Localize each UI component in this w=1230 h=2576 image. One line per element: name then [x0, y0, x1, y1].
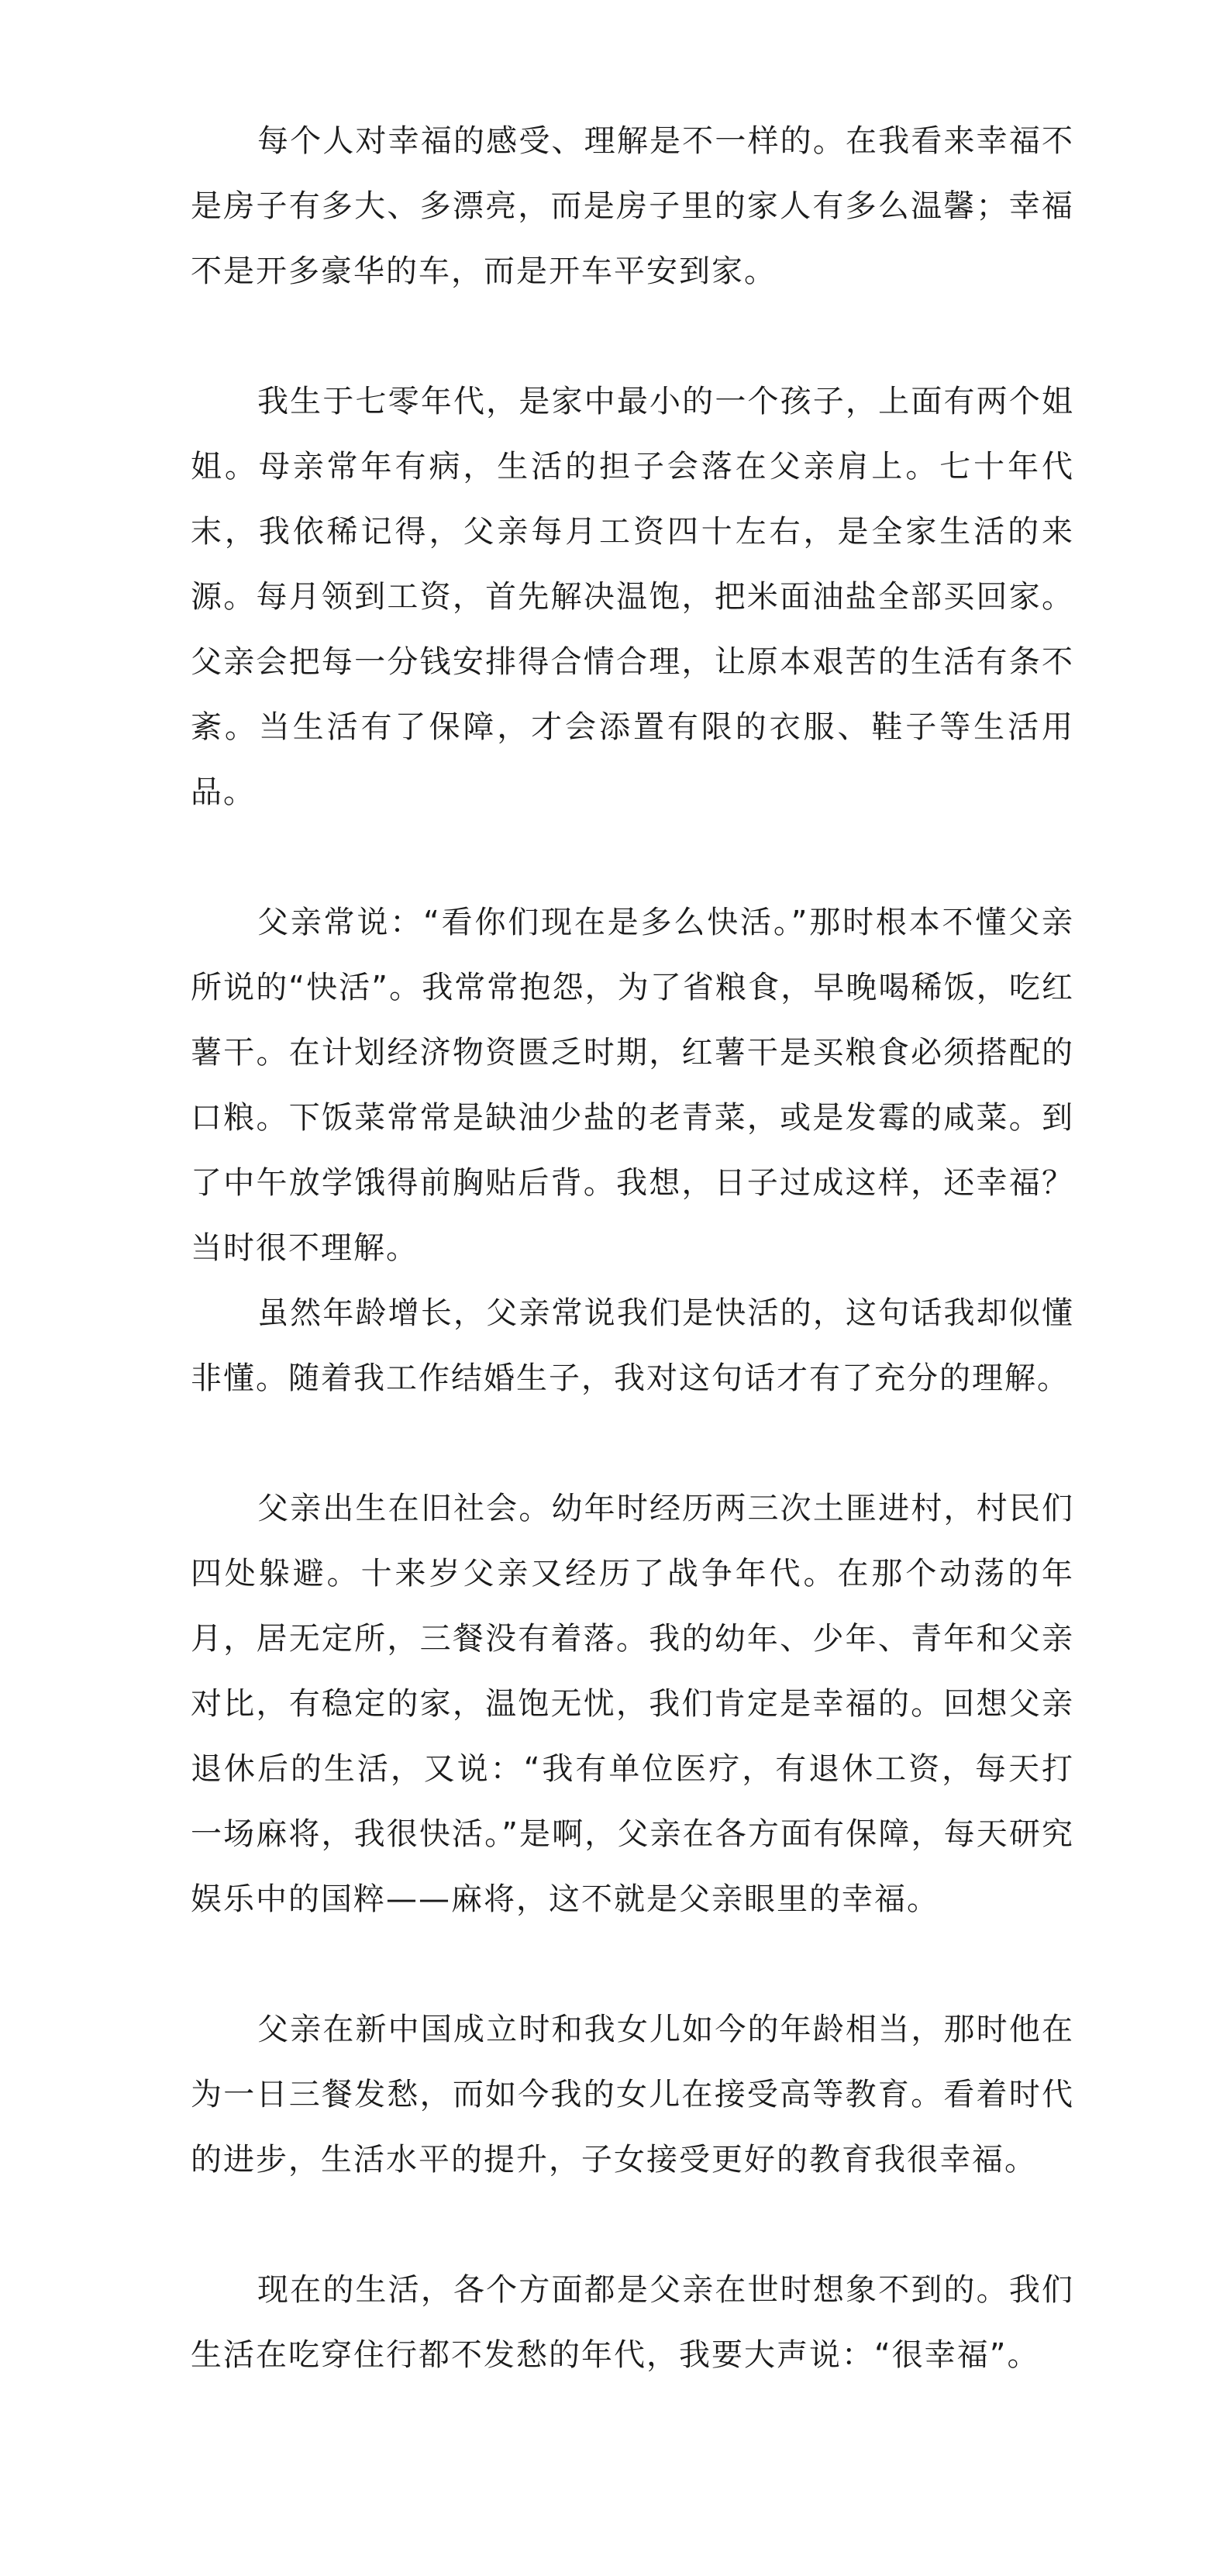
paragraph-childhood-seventies: 我生于七零年代，是家中最小的一个孩子，上面有两个姐姐。母亲常年有病，生活的担子会落在父亲肩上。七十年代末，我依稀记得，父亲每月工资四十左右，是全家生活的来源。每月领到工资，首先解决温饱，把米面油盐全部买回家。父亲会把每一分钱安排得合情合理，让原本艰苦的生活有条不紊。当生活有了保障，才会添置有限的衣服、鞋子等生活用品。	[191, 384, 1074, 810]
paragraph-father-history: 父亲出生在旧社会。幼年时经历两三次土匪进村，村民们四处躲避。十来岁父亲又经历了战争年代。在那个动荡的年月，居无定所，三餐没有着落。我的幼年、少年、青年和父亲对比，有稳定的家，温饱无忧，我们肯定是幸福的。回想父亲退休后的生活，又说：“我有单位医疗，有退休工资，每天打一场麻将，我很快活。”是啊，父亲在各方面有保障，每天研究娱乐中的国粹——麻将，这不就是父亲眼里的幸福。	[191, 1491, 1074, 1917]
paragraph-conclusion: 现在的生活，各个方面都是父亲在世时想象不到的。我们生活在吃穿住行都不发愁的年代，我要大声说：“很幸福”。	[191, 2272, 1074, 2373]
article-body	[191, 109, 1074, 2388]
paragraph-growing-understanding: 虽然年龄增长，父亲常说我们是快活的，这句话我却似懂非懂。随着我工作结婚生子，我对这句话才有了充分的理解。	[191, 1295, 1074, 1396]
paragraph-father-says-happy: 父亲常说：“看你们现在是多么快活。”那时根本不懂父亲所说的“快活”。我常常抱怨，为了省粮食，早晚喝稀饭，吃红薯干。在计划经济物资匮乏时期，红薯干是买粮食必须搭配的口粮。下饭菜常常是缺油少盐的老青菜，或是发霉的咸菜。到了中午放学饿得前胸贴后背。我想，日子过成这样，还幸福？当时很不理解。	[191, 905, 1074, 1266]
paragraph-daughter-education: 父亲在新中国成立时和我女儿如今的年龄相当，那时他在为一日三餐发愁，而如今我的女儿在接受高等教育。看着时代的进步，生活水平的提升，子女接受更好的教育我很幸福。	[191, 2012, 1074, 2178]
paragraph-happiness-definition: 每个人对幸福的感受、理解是不一样的。在我看来幸福不是房子有多大、多漂亮，而是房子里的家人有多么温馨；幸福不是开多豪华的车，而是开车平安到家。	[191, 123, 1074, 289]
